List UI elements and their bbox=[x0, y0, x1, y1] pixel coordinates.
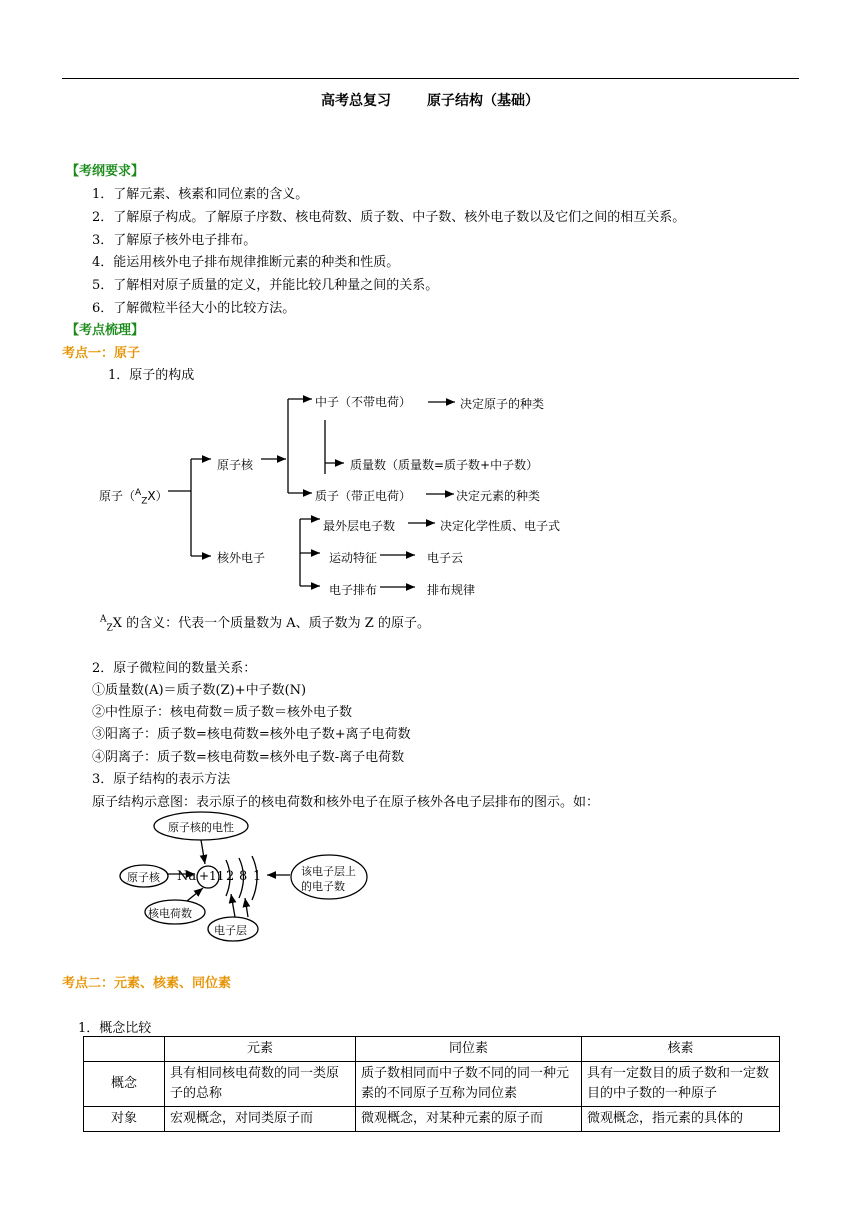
table-cell: 对象 bbox=[84, 1107, 165, 1132]
tree-electrons: 核外电子 bbox=[217, 551, 266, 565]
table-cell: 微观概念，指元素的具体的 bbox=[582, 1107, 780, 1132]
relation-item: ③阳离子：质子数=核电荷数=核外电子数+离子电荷数 bbox=[92, 727, 411, 742]
tree-proton-result: 决定元素的种类 bbox=[456, 489, 541, 503]
table-cell: 具有一定数目的质子数和一定数目的中子数的一种原子 bbox=[582, 1062, 780, 1107]
point1-heading: 考点一：原子 bbox=[62, 346, 141, 361]
tree-outer-result: 决定化学性质、电子式 bbox=[440, 519, 561, 533]
table-row bbox=[84, 1107, 780, 1132]
tree-neutron-result: 决定原子的种类 bbox=[460, 397, 545, 411]
page-title bbox=[0, 90, 860, 110]
point1-sub3: 3．原子结构的表示方法 bbox=[92, 772, 231, 787]
label-charge-number: 核电荷数 bbox=[148, 907, 192, 920]
table-cell: 质子数相同而中子数不同的同一种元素的不同原子互称为同位素 bbox=[356, 1062, 582, 1107]
req-item: 5．了解相对原子质量的定义，并能比较几种量之间的关系。 bbox=[92, 278, 439, 293]
points-heading: 【考点梳理】 bbox=[66, 323, 145, 338]
tree-neutron: 中子（不带电荷） bbox=[315, 395, 412, 409]
relation-item: ①质量数(A)＝质子数(Z)+中子数(N) bbox=[92, 683, 307, 698]
table-header-cell: 核素 bbox=[582, 1037, 780, 1062]
tree-proton: 质子（带正电荷） bbox=[315, 489, 412, 503]
tree-mass-number: 质量数（质量数=质子数+中子数） bbox=[350, 458, 539, 472]
relation-item: ④阴离子：质子数=核电荷数=核外电子数-离子电荷数 bbox=[92, 750, 405, 765]
tree-nucleus: 原子核 bbox=[217, 458, 254, 472]
table-cell: 微观概念，对某种元素的原子而 bbox=[356, 1107, 582, 1132]
tree-motion: 运动特征 bbox=[329, 551, 378, 565]
point2-sub1: 1．概念比较 bbox=[78, 1021, 152, 1036]
table-row bbox=[84, 1062, 780, 1107]
title-left: 高考总复习 bbox=[321, 93, 391, 109]
schematic-desc: 原子结构示意图：表示原子的核电荷数和核外电子在原子核外各电子层排布的图示。如： bbox=[92, 795, 600, 810]
nuclide-meaning: $^A_Z$X 的含义：代表一个质量数为 A、质子数为 Z 的原子。 bbox=[100, 614, 430, 634]
label-nucleus-charge: 原子核的电性 bbox=[168, 821, 234, 834]
tree-arrangement: 电子排布 bbox=[329, 583, 378, 597]
req-item: 6．了解微粒半径大小的比较方法。 bbox=[92, 301, 296, 316]
table-header-cell: 元素 bbox=[165, 1037, 356, 1062]
tree-motion-result: 电子云 bbox=[427, 551, 464, 565]
title-right: 原子结构（基础） bbox=[427, 93, 539, 109]
req-item: 2．了解原子构成。了解原子序数、核电荷数、质子数、中子数、核外电子数以及它们之间的相互关系。 bbox=[92, 210, 686, 225]
tree-root: 原子（$^A_Z$X） bbox=[99, 488, 168, 507]
table-header-cell bbox=[84, 1037, 165, 1062]
shell-count: 8 bbox=[239, 869, 248, 884]
table-header-cell: 同位素 bbox=[356, 1037, 582, 1062]
nuclear-charge: +11 bbox=[199, 869, 225, 883]
table-header-row bbox=[84, 1037, 780, 1062]
label-layer-count-1: 该电子层上 bbox=[301, 865, 356, 878]
tree-arrangement-result: 排布规律 bbox=[427, 583, 476, 597]
top-rule bbox=[62, 78, 799, 79]
point2-heading: 考点二：元素、核素、同位素 bbox=[62, 976, 232, 991]
shell-count: 2 bbox=[226, 869, 235, 884]
requirements-heading: 【考纲要求】 bbox=[66, 164, 145, 179]
relation-item: ②中性原子：核电荷数＝质子数＝核外电子数 bbox=[92, 705, 353, 720]
label-nucleus: 原子核 bbox=[127, 871, 160, 884]
concept-comparison-table bbox=[83, 1036, 780, 1132]
label-layer: 电子层 bbox=[214, 924, 247, 937]
element-symbol: Na bbox=[177, 869, 197, 884]
req-item: 3．了解原子核外电子排布。 bbox=[92, 233, 257, 248]
table-cell: 概念 bbox=[84, 1062, 165, 1107]
table-cell: 宏观概念，对同类原子而 bbox=[165, 1107, 356, 1132]
point1-sub1: 1．原子的构成 bbox=[108, 368, 195, 383]
req-item: 4．能运用核外电子排布规律推断元素的种类和性质。 bbox=[92, 255, 400, 270]
req-item: 1．了解元素、核素和同位素的含义。 bbox=[92, 187, 309, 202]
shell-count: 1 bbox=[253, 869, 262, 884]
point1-sub2: 2．原子微粒间的数量关系： bbox=[92, 661, 257, 676]
tree-outer: 最外层电子数 bbox=[323, 519, 396, 533]
table-cell: 具有相同核电荷数的同一类原子的总称 bbox=[165, 1062, 356, 1107]
label-layer-count-2: 的电子数 bbox=[301, 880, 345, 893]
